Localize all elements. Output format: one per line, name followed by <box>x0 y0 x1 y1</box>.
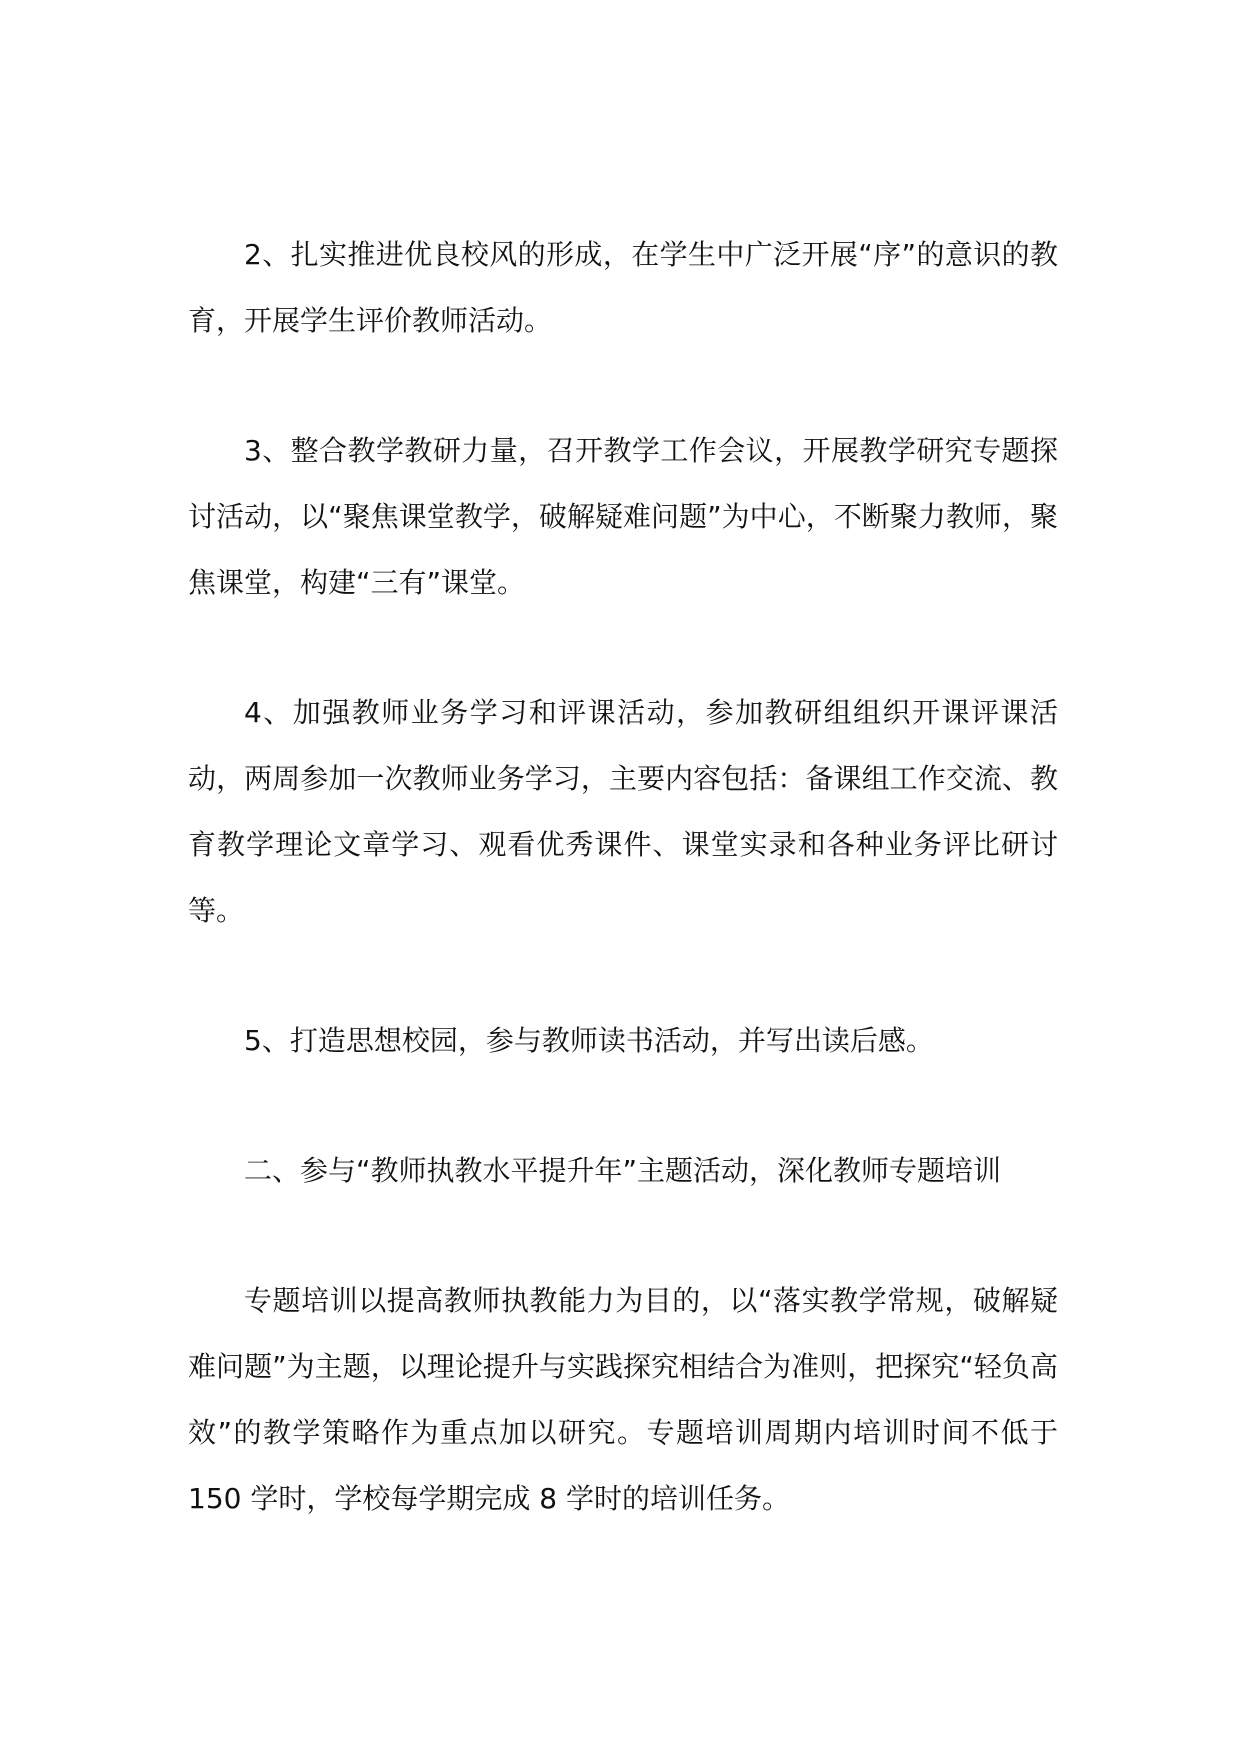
paragraph-training: 专题培训以提高教师执教能力为目的，以“落实教学常规，破解疑难问题”为主题，以理论提升与实践探究相结合为准则，把探究“轻负高效”的教学策略作为重点加以研究。专题培训周期内培训时间不低于 150 学时，学校每学期完成 8 学时的培训任务。 <box>188 1284 1058 1515</box>
section-heading-2: 二、参与“教师执教水平提升年”主题活动，深化教师专题培训 <box>244 1154 1002 1187</box>
paragraph-item-4: 4、加强教师业务学习和评课活动，参加教研组组织开课评课活动，两周参加一次教师业务学习，主要内容包括：备课组工作交流、教育教学理论文章学习、观看优秀课件、课堂实录和各种业务评比研讨等。 <box>188 696 1058 927</box>
paragraph-item-2: 2、扎实推进优良校风的形成，在学生中广泛开展“序”的意识的教育，开展学生评价教师活动。 <box>188 238 1058 337</box>
document-body <box>188 222 1058 1532</box>
paragraph-item-3: 3、整合教学教研力量，召开教学工作会议，开展教学研究专题探讨活动，以“聚焦课堂教学，破解疑难问题”为中心，不断聚力教师，聚焦课堂，构建“三有”课堂。 <box>188 434 1058 599</box>
paragraph-item-5: 5、打造思想校园，参与教师读书活动，并写出读后感。 <box>244 1024 934 1057</box>
